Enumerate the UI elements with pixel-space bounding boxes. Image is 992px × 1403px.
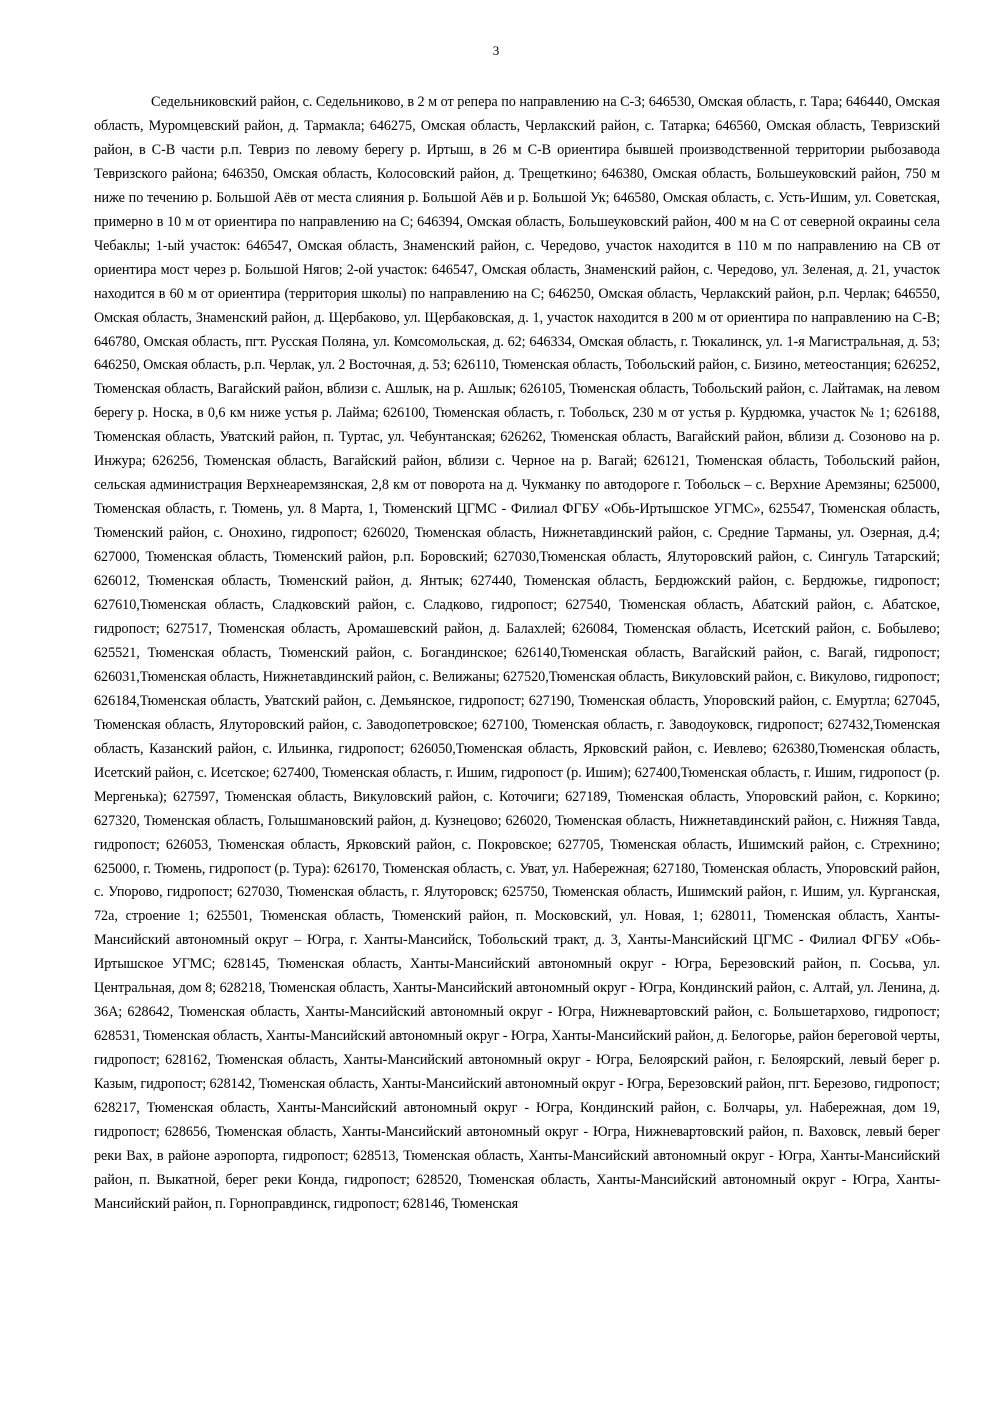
body-paragraph: Седельниковский район, с. Седельниково, в 2 м от репера по направлению на С-З; 646530, Омская область, г. Тара; 646440, Омская область, Муромцевский район, д. Тармакла; 646275, Омская область, Черлакский район, с. Татарка; 646560, Омская область, Тевризский район, в С-В части р.п. Тевриз по левому берегу р. Иртыш, в 26 м С-В ориентира бывшей производственной территории рыбозавода Тевризского района; 646350, Омская область, Колосовский район, д. Трещеткино; 646380, Омская область, Большеуковский район, 750 м ниже по течению р. Большой Аёв от места слияния р. Большой Аёв и р. Большой Ук; 646580, Омская область, с. Усть-Ишим, ул. Советская, примерно в 10 м от ориентира по направлению на С; 646394, Омская область, Большеуковский район, 400 м на С от северной окраины села Чебаклы; 1-ый участок: 646547, Омская область, Знаменский район, с. Чередово, участок находится в 110 м по направлению на СВ от ориентира мост через р. Большой Нягов; 2-ой участок: 646547, Омская область, Знаменский район, с. Чередово, ул. Зеленая, д. 21, участок находится в 60 м от ориентира (территория школы) по направлению на С; 646250, Омская область, Черлакский район, р.п. Черлак; 646550, Омская область, Знаменский район, д. Щербаково, ул. Щербаковская, д. 1, участок находится в 200 м от ориентира по направлению на С-В; 646780, Омская область, пгт. Русская Поляна, ул. Комсомольская, д. 62; 646334, Омская область, г. Тюкалинск, ул. 1-я Магистральная, д. 53; 646250, Омская область, р.п. Черлак, ул. 2 Восточная, д. 53; 626110, Тюменская область, Тобольский район, с. Бизино, метеостанция; 626252, Тюменская область, Вагайский район, вблизи с. Ашлык, на р. Ашлык; 626105, Тюменская область, Тобольский район, с. Лайтамак, на левом берегу р. Носка, в 0,6 км ниже устья р. Лайма; 626100, Тюменская область, г. Тобольск, 230 м от устья р. Курдюмка, участок № 1; 626188, Тюменская область, Уватский район, п. Туртас, ул. Чебунтанская; 626262, Тюменская область, Вагайский район, вблизи д. Созоново на р. Инжура; 626256, Тюменская область, Вагайский район, вблизи с. Черное на р. Вагай; 626121, Тюменская область, Тобольский район, сельская администрация Верхнеаремзянская, 2,8 км от поворота на д. Чукманку по автодороге г. Тобольск – с. Верхние Аремзяны; 625000, Тюменская область, г. Тюмень, ул. 8 Марта, 1, Тюменский ЦГМС - Филиал ФГБУ «Обь-Иртышское УГМС», 625547, Тюменская область, Тюменский район, с. Онохино, гидропост; 626020, Тюменская область, Нижнетавдинский район, с. Средние Тарманы, ул. Озерная, д.4; 627000, Тюменская область, Тюменский район, р.п. Боровский; 627030,Тюменская область, Ялуторовский район, с. Сингуль Татарский; 626012, Тюменская область, Тюменский район, д. Янтык; 627440, Тюменская область, Бердюжский район, с. Бердюжье, гидропост; 627610,Тюменская область, Сладковский район, с. Сладково, гидропост; 627540, Тюменская область, Абатский район, с. Абатское, гидропост; 627517, Тюменская область, Аромашевский район, д. Балахлей; 626084, Тюменская область, Исетский район, с. Бобылево; 625521, Тюменская область, Тюменский район, с. Богандинское; 626140,Тюменская область, Вагайский район, с. Вагай, гидропост; 626031,Тюменская область, Нижнетавдинский район, с. Велижаны; 627520,Тюменская область, Викуловский район, с. Викулово, гидропост; 626184,Тюменская область, Уватский район, с. Демьянское, гидропост; 627190, Тюменская область, Упоровский район, с. Емуртла; 627045, Тюменская область, Ялуторовский район, с. Заводопетровское; 627100, Тюменская область, г. Заводоуковск, гидропост; 627432,Тюменская область, Казанский район, с. Ильинка, гидропост; 626050,Тюменская область, Ярковский район, с. Иевлево; 626380,Тюменская область, Исетский район, с. Исетское; 627400, Тюменская область, г. Ишим, гидропост (р. Ишим); 627400,Тюменская область, г. Ишим, гидропост (р. Мергенька); 627597, Тюменская область, Викуловский район, с. Коточиги; 627189, Тюменская область, Упоровский район, с. Коркино; 627320, Тюменская область, Голышмановский район, д. Кузнецово; 626020, Тюменская область, Нижнетавдинский район, с. Нижняя Тавда, гидропост; 626053, Тюменская область, Ярковский район, с. Покровское; 627705, Тюменская область, Ишимский район, с. Стрехнино; 625000, г. Тюмень, гидропост (р. Тура): 626170, Тюменская область, с. Уват, ул. Набережная; 627180, Тюменская область, Упоровский район, с. Упорово, гидропост; 627030, Тюменская область, г. Ялуторовск; 625750, Тюменская область, Ишимский район, г. Ишим, ул. Курганская, 72а, строение 1; 625501, Тюменская область, Тюменский район, п. Московский, ул. Новая, 1; 628011, Тюменская область, Ханты-Мансийский автономный округ – Югра, г. Ханты-Мансийск, Тобольский тракт, д. 3, Ханты-Мансийский ЦГМС - Филиал ФГБУ «Обь-Иртышское УГМС; 628145, Тюменская область, Ханты-Мансийский автономный округ - Югра, Березовский район, п. Сосьва, ул. Центральная, дом 8; 628218, Тюменская область, Ханты-Мансийский автономный округ - Югра, Кондинский район, с. Алтай, ул. Ленина, д. 36А; 628642, Тюменская область, Ханты-Мансийский автономный округ - Югра, Нижневартовский район, с. Большетархово, гидропост; 628531, Тюменская область, Ханты-Мансийский автономный округ - Югра, Ханты-Мансийский район, д. Белогорье, район береговой черты, гидропост; 628162, Тюменская область, Ханты-Мансийский автономный округ - Югра, Белоярский район, г. Белоярский, левый берег р. Казым, гидропост; 628142, Тюменская область, Ханты-Мансийский автономный округ - Югра, Березовский район, пгт. Березово, гидропост; 628217, Тюменская область, Ханты-Мансийский автономный округ - Югра, Кондинский район, с. Болчары, ул. Набережная, дом 19, гидропост; 628656, Тюменская область, Ханты-Мансийский автономный округ - Югра, Нижневартовский район, п. Ваховск, левый берег реки Вах, в районе аэропорта, гидропост; 628513, Тюменская область, Ханты-Мансийский автономный округ - Югра, Ханты-Мансийский район, п. Выкатной, берег реки Конда, гидропост; 628520, Тюменская область, Ханты-Мансийский автономный округ - Югра, Ханты-Мансийский район, п. Горноправдинск, гидропост; 628146, Тюменская — [94, 94, 940, 1212]
page-number: 3 — [492, 43, 500, 58]
